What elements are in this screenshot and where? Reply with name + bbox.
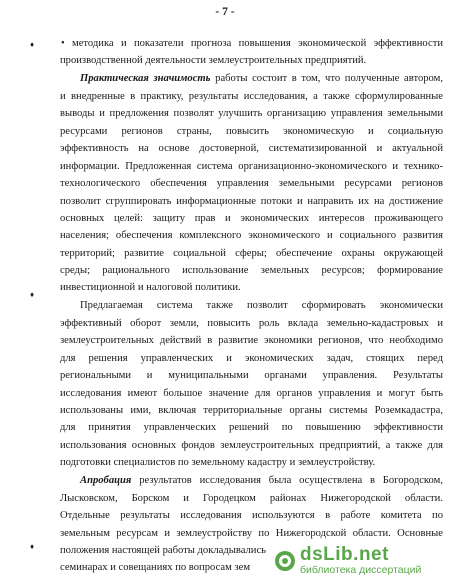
dslib-watermark: [274, 544, 444, 578]
text-line: [60, 440, 443, 452]
text-line: [61, 38, 443, 50]
text-line: [60, 108, 443, 120]
line-text: результатов исследования была осуществлена в Богородском,: [131, 475, 443, 486]
dslib-logo-icon: [274, 550, 296, 572]
line-text: методика и показатели прогноза повышения экономической эффективности: [72, 38, 443, 49]
margin-mark-middle: ♦: [30, 290, 35, 299]
line-text: инвестиционной и налоговой политики.: [60, 282, 241, 293]
line-text: позволит сгруппировать информационные потоки и направить их на достижение: [60, 196, 443, 207]
line-text: информации. Предложенная система организационно-экономического и технико-: [60, 161, 443, 172]
text-line: [60, 562, 290, 574]
text-line: [60, 196, 443, 208]
line-text: выводы и предложения позволят улучшить организацию управления земельными: [60, 108, 443, 119]
line-text: производственной деятельности землеустроительных предприятий.: [60, 55, 367, 66]
text-line: [60, 528, 443, 540]
line-text: эффективность на основе достоверной, систематизированной и актуальной: [60, 143, 443, 154]
text-line: [60, 318, 443, 330]
line-text: технологического обеспечения управления земельными ресурсами регионов: [60, 178, 443, 189]
watermark-brand: dsLib.net: [300, 544, 389, 565]
line-text: территорий; развитие социальной сферы; обеспечение охраны окружающей: [60, 248, 443, 259]
text-line: [60, 161, 443, 173]
text-line: [80, 475, 443, 487]
margin-mark-top: ♦: [30, 40, 35, 49]
line-text: эффективный оборот земли, повысить роль вклада земельно-кадастровых и: [60, 318, 443, 329]
line-text: Предлагаемая система также позволит сформировать экономически: [80, 300, 443, 311]
line-text: исследования имеют большое значение для органов управления и могут быть: [60, 388, 443, 399]
text-line: [60, 510, 443, 522]
text-line: [60, 91, 443, 103]
text-line: [60, 493, 443, 505]
line-text: земельным ресурсам и землеустройству по Нижегородской области. Основные: [60, 528, 443, 539]
page-number: - 7 -: [215, 6, 235, 18]
line-text: использованы ими, включая территориальные органы системы Роземкадастра,: [60, 405, 443, 416]
margin-mark-bottom: ♦: [30, 542, 35, 551]
emphasis-term: Апробация: [80, 475, 132, 486]
text-line: [60, 405, 443, 417]
line-text: использования основных фондов землеустроительных предприятий, а также для: [60, 440, 443, 451]
line-text: для решения управленческих и экономических задач, стоящих перед: [60, 353, 443, 364]
text-line: [60, 388, 443, 400]
text-line: [60, 335, 443, 347]
text-line: [60, 422, 443, 434]
text-line: [60, 353, 443, 365]
text-line: [60, 370, 443, 382]
line-text: работы состоит в том, что полученные автором,: [210, 73, 443, 84]
text-line: [60, 213, 443, 225]
line-text: положения настоящей работы докладывались: [60, 545, 267, 556]
line-text: Отдельные результаты исследования используются в работе комитета по: [60, 510, 443, 521]
text-line: [60, 248, 443, 260]
line-text: Лысковском, Борском и Городецком районах Нижегородской области.: [60, 493, 443, 504]
text-line: [60, 457, 443, 469]
watermark-subtitle: библиотека диссертаций: [300, 564, 422, 576]
line-text: подготовки специалистов по земельному кадастру и землеустройству.: [60, 457, 376, 468]
line-text: семинарах и совещаниях по вопросам зем: [60, 562, 251, 573]
bullet-icon: •: [61, 38, 65, 49]
text-line: [60, 230, 443, 242]
text-line: [60, 282, 443, 294]
line-text: региональными и муниципальными органами управления. Результаты: [60, 370, 443, 381]
text-line: [60, 545, 300, 557]
text-line: [60, 265, 443, 277]
emphasis-term: Практическая значимость: [80, 73, 211, 84]
line-text: землеустроительных действий в развитие экономики регионов, что необходимо: [60, 335, 443, 346]
line-text: основных целей: защиту прав и экономических интересов проживающего: [60, 213, 443, 224]
line-text: населения; обеспечения комплексного экономического и социального развития: [60, 230, 443, 241]
line-text: для принятия управленческих решений по повышению эффективности: [60, 422, 443, 433]
line-text: среды; рационального использование земельных ресурсов; формирование: [60, 265, 443, 276]
text-line: [60, 143, 443, 155]
text-line: [60, 178, 443, 190]
line-text: ресурсами регионов страны, повысить экономическую и социальную: [60, 126, 443, 137]
text-line: [80, 300, 443, 312]
text-line: [60, 126, 443, 138]
text-line: [80, 73, 443, 85]
line-text: и внедренные в практику, результаты исследования, а также сформулированные: [60, 91, 443, 102]
text-line: [60, 55, 443, 67]
